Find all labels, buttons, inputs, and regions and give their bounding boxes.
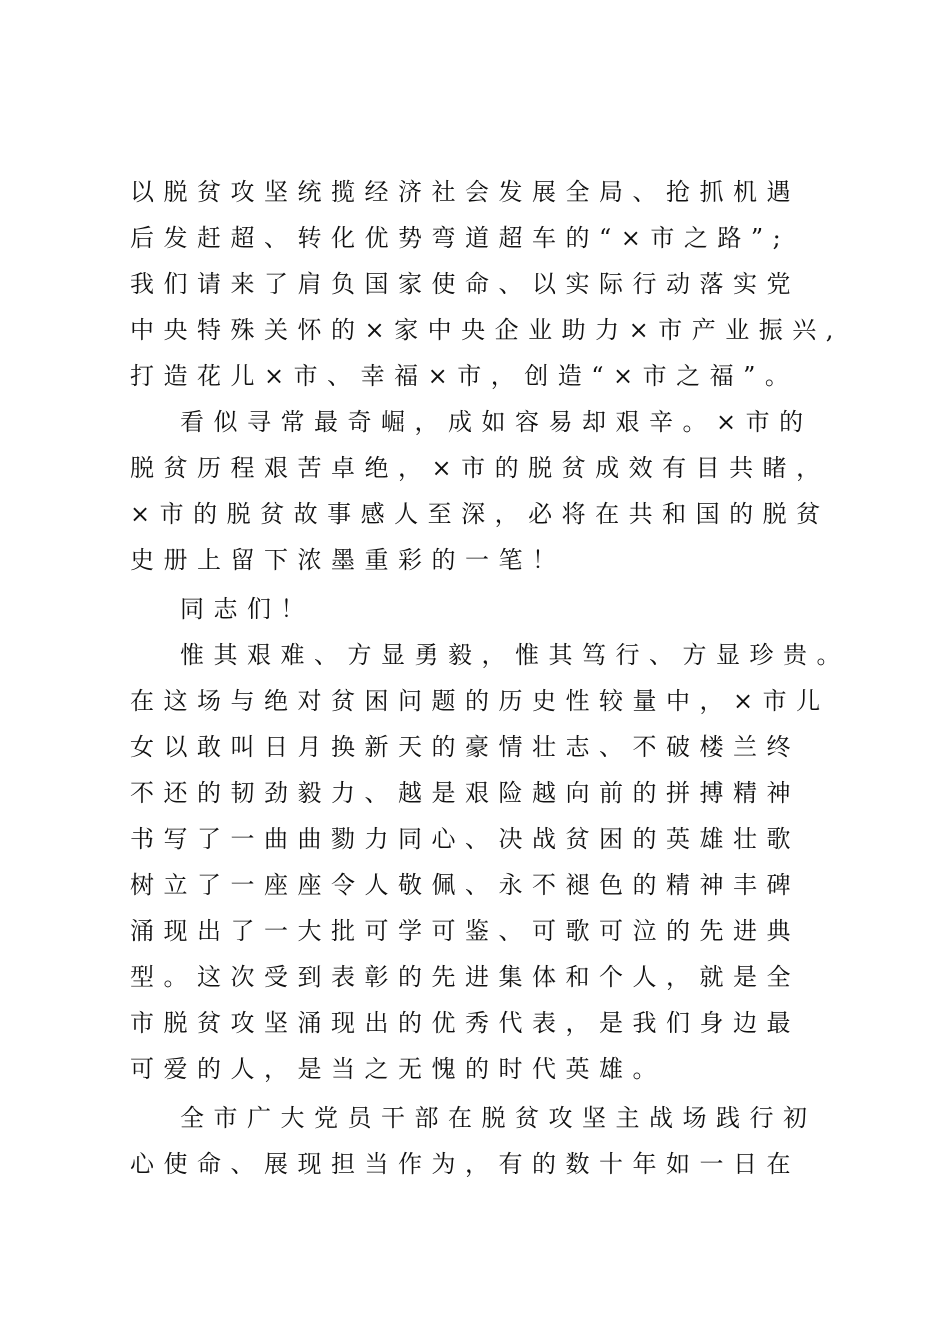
paragraph-first-line: 惟其艰难、方显勇毅，惟其笃行、方显珍贵。: [180, 641, 850, 669]
paragraph-line: 不还的韧劲毅力、越是艰险越向前的拼搏精神: [130, 779, 800, 807]
paragraph-line: 史册上留下浓墨重彩的一笔！: [130, 546, 566, 574]
paragraph-line: ×市的脱贫故事感人至深，必将在共和国的脱贫: [130, 500, 830, 528]
paragraph-first-line: 全市广大党员干部在脱贫攻坚主战场践行初: [180, 1104, 817, 1132]
paragraph-line: 我们请来了肩负国家使命、以实际行动落实党: [130, 270, 800, 298]
paragraph-first-line: 看似寻常最奇崛，成如容易却艰辛。×市的: [180, 408, 813, 436]
paragraph-line: 型。这次受到表彰的先进集体和个人，就是全: [130, 963, 800, 991]
paragraph-line: 涌现出了一大批可学可鉴、可歌可泣的先进典: [130, 917, 800, 945]
paragraph-line: 可爱的人，是当之无愧的时代英雄。: [130, 1055, 666, 1083]
paragraph-line: 树立了一座座令人敬佩、永不褪色的精神丰碑: [130, 871, 800, 899]
paragraph-line: 中央特殊关怀的×家中央企业助力×市产业振兴,: [130, 316, 843, 344]
paragraph-line: 后发赶超、转化优势弯道超车的“×市之路”;: [130, 224, 791, 252]
paragraph-line: 以脱贫攻坚统揽经济社会发展全局、抢抓机遇: [130, 178, 800, 206]
paragraph-line: 书写了一曲曲勠力同心、决战贫困的英雄壮歌: [130, 825, 800, 853]
paragraph-line: 女以敢叫日月换新天的豪情壮志、不破楼兰终: [130, 733, 800, 761]
salutation: 同志们！: [180, 595, 314, 623]
paragraph-line: 市脱贫攻坚涌现出的优秀代表，是我们身边最: [130, 1009, 800, 1037]
paragraph-line: 心使命、展现担当作为，有的数十年如一日在: [130, 1150, 800, 1178]
paragraph-line: 在这场与绝对贫困问题的历史性较量中，×市儿: [130, 687, 830, 715]
paragraph-line: 打造花儿×市、幸福×市，创造“×市之福”。: [130, 362, 799, 390]
paragraph-line: 脱贫历程艰苦卓绝，×市的脱贫成效有目共睹，: [130, 454, 830, 482]
